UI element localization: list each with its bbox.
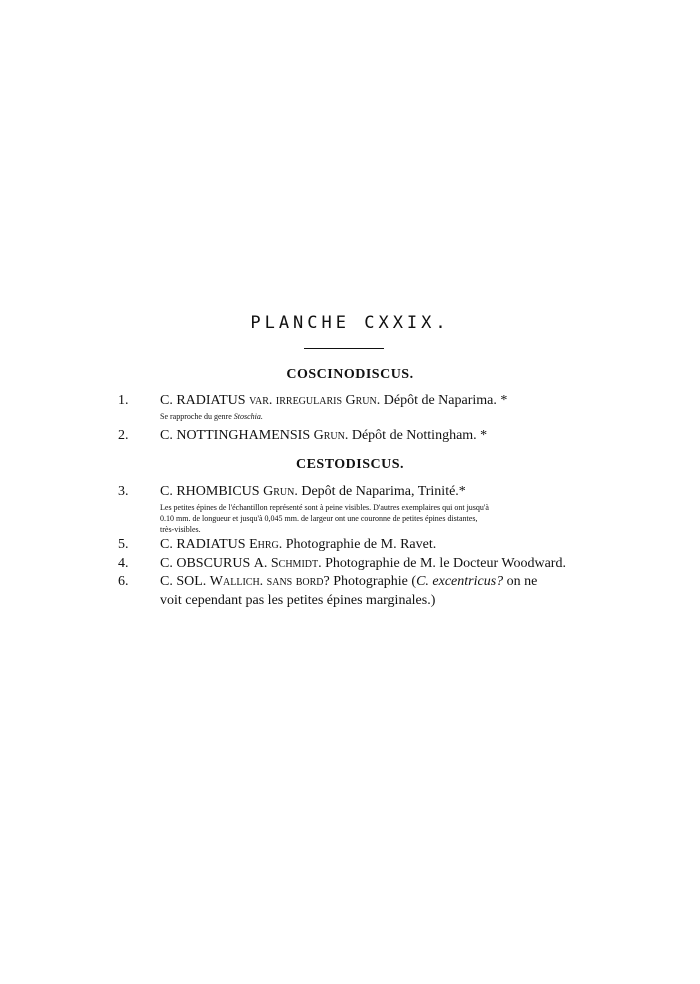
note-line: très-visibles. — [160, 525, 201, 534]
entry-text — [160, 537, 436, 553]
species-qualifier: var. irregularis Grun. — [249, 393, 381, 408]
entry-continuation: voit cependant pas les petites épines marginales.) — [160, 593, 436, 608]
entry-text — [160, 484, 466, 500]
species-qualifier: Grun. — [313, 428, 349, 443]
species-description: Photographie ( — [329, 574, 417, 589]
species-description: Dépôt de Nottingham. * — [348, 428, 488, 443]
entry-number: 2. — [118, 428, 129, 443]
species-qualifier: A. Schmidt. — [253, 556, 322, 571]
species-name: C. SOL. — [160, 574, 207, 589]
entry-text — [160, 556, 566, 572]
species-name: C. RADIATUS — [160, 393, 246, 408]
species-description: Photographie de M. Ravet. — [282, 537, 437, 552]
entry-number: 6. — [118, 574, 129, 589]
title-divider — [304, 348, 384, 349]
species-name: C. RHOMBICUS — [160, 484, 260, 499]
species-name: C. NOTTINGHAMENSIS — [160, 428, 311, 443]
plate-title: PLANCHE CXXIX. — [250, 313, 450, 333]
note-line: Les petites épines de l'échantillon représenté sont à peine visibles. D'autres exemplaires qui ont jusqu'à — [160, 503, 489, 512]
species-name: C. RADIATUS — [160, 537, 246, 552]
species-description-end: on ne — [503, 574, 538, 589]
note-line: 0.10 mm. de longueur et jusqu'à 0,045 mm. de largeur ont une couronne de petites épines distantes, — [160, 514, 478, 523]
section-heading-coscinodiscus: COSCINODISCUS. — [286, 367, 414, 382]
entry-note — [160, 411, 570, 422]
entry-text — [160, 574, 537, 590]
section-heading-cestodiscus: CESTODISCUS. — [295, 457, 405, 472]
note-italic-genus: Stoschia. — [233, 412, 263, 421]
species-description: Depôt de Naparima, Trinité.* — [297, 484, 466, 499]
species-name: C. OBSCURUS — [160, 556, 251, 571]
entry-note — [160, 502, 570, 535]
entry-text — [160, 393, 507, 409]
entry-number: 5. — [118, 537, 129, 552]
species-qualifier: Wallich. sans bord? — [209, 574, 330, 589]
species-qualifier: Grun. — [263, 484, 298, 499]
entry-number: 3. — [118, 484, 129, 499]
entry-number: 1. — [118, 393, 129, 408]
species-description: Dépôt de Naparima. * — [380, 393, 508, 408]
species-qualifier: Ehrg. — [249, 537, 283, 552]
species-italic: C. excentricus? — [416, 574, 504, 589]
entry-number: 4. — [118, 556, 129, 571]
entry-text — [160, 428, 487, 444]
species-description: Photographie de M. le Docteur Woodward. — [321, 556, 566, 571]
note-text: Se rapproche du genre — [160, 412, 234, 421]
